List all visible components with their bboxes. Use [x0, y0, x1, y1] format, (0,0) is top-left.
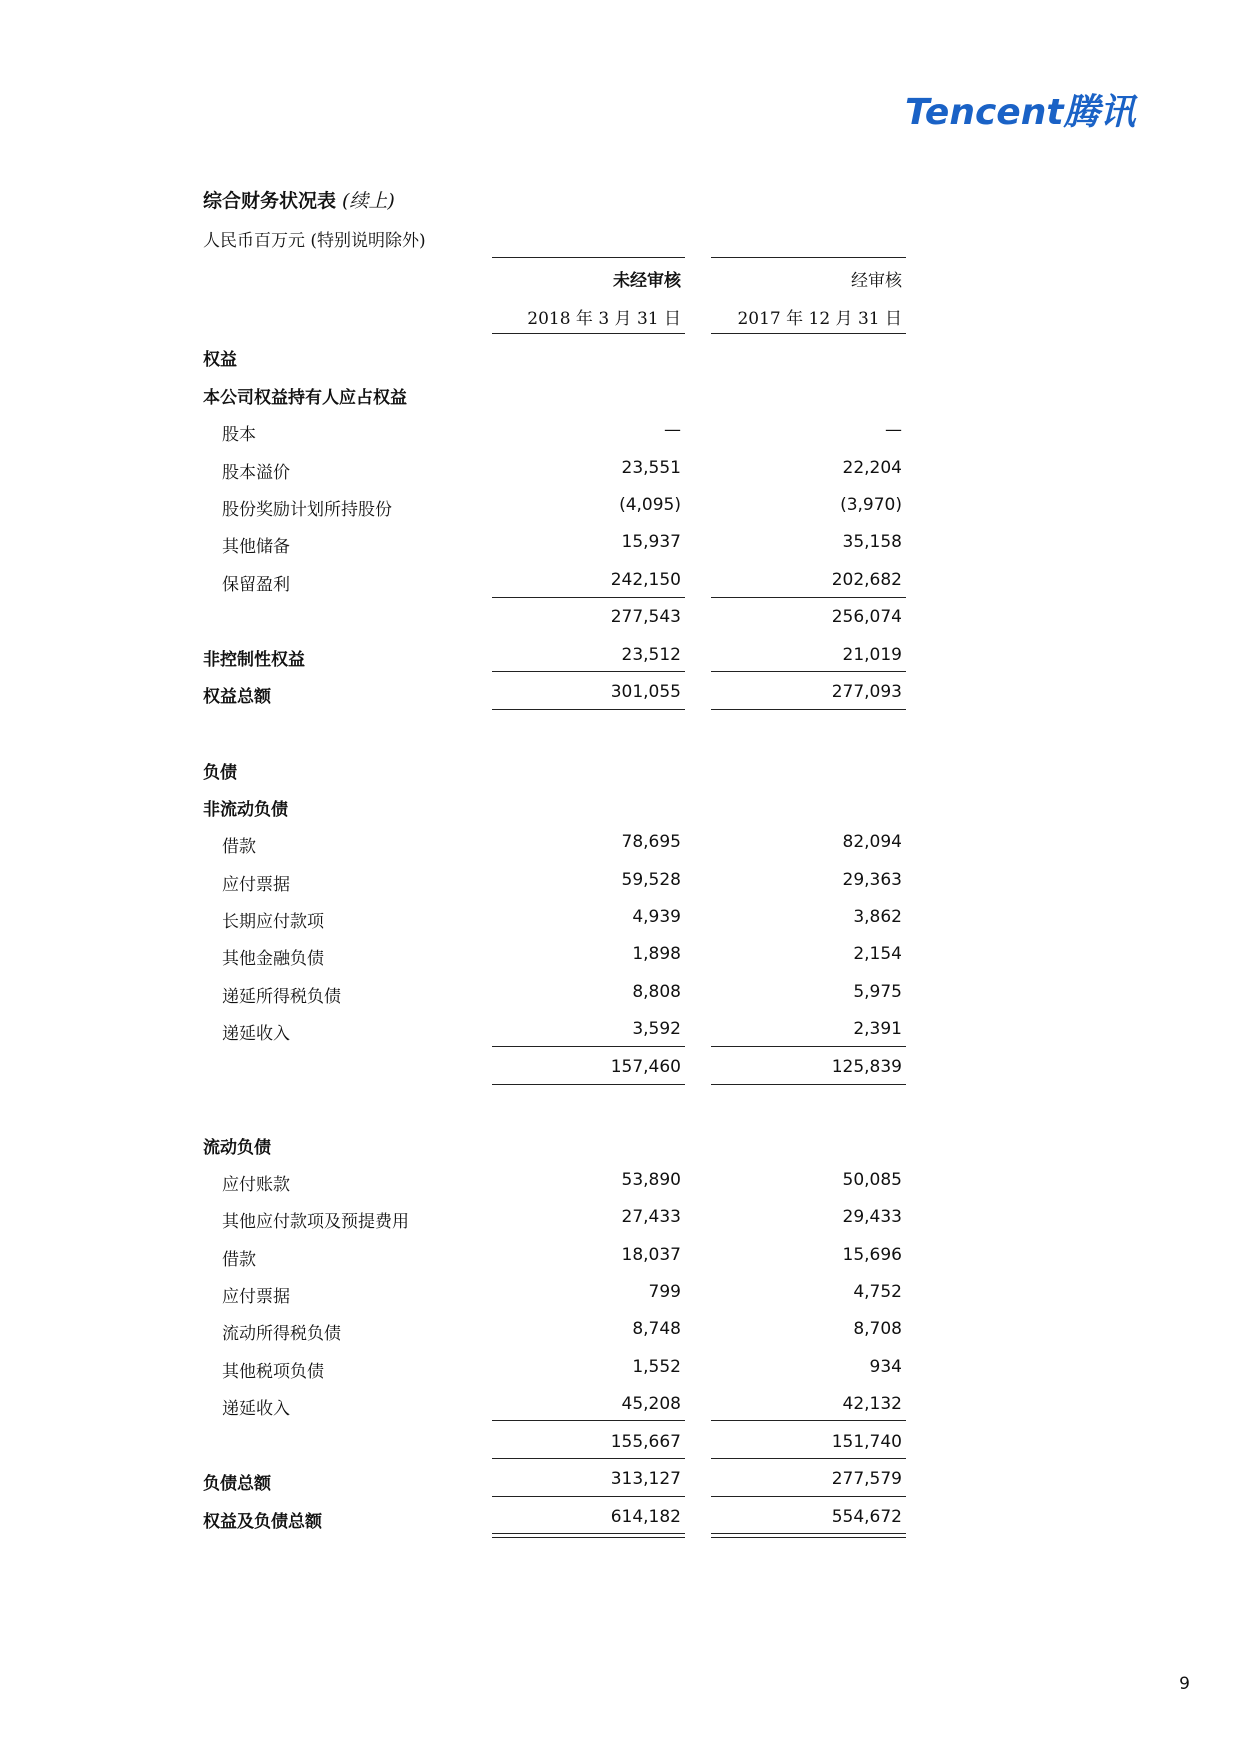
value-2018-q1: 23,551 [621, 458, 681, 478]
value-2017-fy: 21,019 [842, 645, 902, 665]
rule-noncurrent-sub-col1 [492, 1046, 685, 1047]
value-2018-q1: — [664, 420, 681, 440]
value-2018-q1: 614,182 [610, 1507, 681, 1527]
value-2017-fy: 277,093 [831, 682, 902, 702]
table-row [0, 381, 1240, 407]
table-row [0, 1017, 1240, 1043]
row-label: 流动负债 [203, 1138, 271, 1158]
tencent-logo [905, 88, 1145, 136]
table-row [0, 1467, 1240, 1493]
rule-total-equity-col2 [711, 671, 906, 672]
table-row [0, 456, 1240, 482]
value-2017-fy: 4,752 [853, 1282, 902, 1302]
row-label: 非控制性权益 [203, 650, 305, 670]
rule-noncurrent-sub-col2 [711, 1046, 906, 1047]
double-rule-a-col2 [711, 1533, 906, 1534]
value-2017-fy: 125,839 [831, 1057, 902, 1077]
table-row [0, 830, 1240, 856]
row-label: 应付票据 [222, 875, 290, 895]
row-label: 借款 [222, 837, 256, 857]
double-rule-a-col1 [492, 1533, 685, 1534]
logo-text: Tencent腾讯 [905, 92, 1136, 133]
value-2018-q1: 15,937 [621, 532, 681, 552]
row-label: 递延收入 [222, 1399, 290, 1419]
value-2018-q1: 18,037 [621, 1245, 681, 1265]
row-label: 股本 [222, 425, 256, 445]
table-row [0, 868, 1240, 894]
table-row [0, 1355, 1240, 1381]
value-2018-q1: 45,208 [621, 1394, 681, 1414]
rule-grand-total-col1 [492, 1496, 685, 1497]
value-2018-q1: 8,808 [632, 982, 681, 1002]
table-row [0, 1168, 1240, 1194]
table-row [0, 493, 1240, 519]
value-2017-fy: 22,204 [842, 458, 902, 478]
rule-noncurrent-bottom-col2 [711, 1084, 906, 1085]
value-2017-fy: 3,862 [853, 907, 902, 927]
value-2017-fy: 256,074 [831, 607, 902, 627]
value-2017-fy: (3,970) [840, 495, 902, 515]
table-row [0, 1505, 1240, 1531]
table-row [0, 605, 1240, 631]
value-2018-q1: 1,552 [632, 1357, 681, 1377]
table-row [0, 756, 1240, 782]
rule-total-liab-col1 [492, 1458, 685, 1459]
row-label: 借款 [222, 1250, 256, 1270]
value-2017-fy: 151,740 [831, 1432, 902, 1452]
rule-total-liab-col2 [711, 1458, 906, 1459]
value-2018-q1: 277,543 [610, 607, 681, 627]
row-label: 其他税项负债 [222, 1362, 324, 1382]
value-2017-fy: 29,433 [842, 1207, 902, 1227]
row-label: 股本溢价 [222, 463, 290, 483]
col1-status: 未经审核 [613, 271, 681, 291]
value-2018-q1: 1,898 [632, 944, 681, 964]
row-label: 长期应付款项 [222, 912, 324, 932]
value-2018-q1: 4,939 [632, 907, 681, 927]
table-row [0, 1205, 1240, 1231]
title-continued: (续上) [342, 190, 395, 212]
value-2018-q1: 313,127 [610, 1469, 681, 1489]
page-number: 9 [1179, 1674, 1190, 1694]
table-row [0, 530, 1240, 556]
value-2018-q1: 23,512 [621, 645, 681, 665]
value-2018-q1: 27,433 [621, 1207, 681, 1227]
row-label: 非流动负债 [203, 800, 288, 820]
header-top-rule-col2 [711, 257, 906, 258]
value-2018-q1: 799 [648, 1282, 681, 1302]
table-row [0, 418, 1240, 444]
value-2017-fy: 35,158 [842, 532, 902, 552]
value-2018-q1: 3,592 [632, 1019, 681, 1039]
row-label: 负债 [203, 763, 237, 783]
row-label: 其他金融负债 [222, 949, 324, 969]
table-row [0, 643, 1240, 669]
table-row [0, 680, 1240, 706]
table-row [0, 1317, 1240, 1343]
table-row [0, 905, 1240, 931]
table-row [0, 1392, 1240, 1418]
value-2017-fy: 82,094 [842, 832, 902, 852]
row-label: 负债总额 [203, 1474, 271, 1494]
row-label: 权益总额 [203, 687, 271, 707]
row-label: 股份奖励计划所持股份 [222, 500, 392, 520]
value-2018-q1: 78,695 [621, 832, 681, 852]
value-2017-fy: 15,696 [842, 1245, 902, 1265]
row-label: 本公司权益持有人应占权益 [203, 388, 407, 408]
value-2017-fy: — [885, 420, 902, 440]
header-bottom-rule-col1 [492, 333, 685, 334]
value-2017-fy: 5,975 [853, 982, 902, 1002]
col1-date: 2018 年 3 月 31 日 [527, 309, 681, 329]
value-2017-fy: 277,579 [831, 1469, 902, 1489]
rule-total-equity-bottom-col2 [711, 709, 906, 710]
rule-subtotal-equity-col2 [711, 597, 906, 598]
value-2018-q1: 242,150 [610, 570, 681, 590]
table-row [0, 1280, 1240, 1306]
title-text: 综合财务状况表 [203, 190, 337, 212]
row-label: 递延所得税负债 [222, 987, 341, 1007]
table-row [0, 942, 1240, 968]
value-2017-fy: 2,154 [853, 944, 902, 964]
value-2017-fy: 554,672 [831, 1507, 902, 1527]
table-row [0, 1243, 1240, 1269]
value-2018-q1: 301,055 [610, 682, 681, 702]
rule-subtotal-equity-col1 [492, 597, 685, 598]
rule-total-equity-col1 [492, 671, 685, 672]
col2-date: 2017 年 12 月 31 日 [737, 309, 902, 329]
value-2018-q1: 59,528 [621, 870, 681, 890]
double-rule-b-col2 [711, 1537, 906, 1538]
row-label: 其他储备 [222, 537, 290, 557]
value-2017-fy: 2,391 [853, 1019, 902, 1039]
table-row [0, 1430, 1240, 1456]
value-2017-fy: 934 [869, 1357, 902, 1377]
table-row [0, 1055, 1240, 1081]
col2-status: 经审核 [851, 271, 902, 291]
value-2017-fy: 42,132 [842, 1394, 902, 1414]
row-label: 应付账款 [222, 1175, 290, 1195]
header-bottom-rule-col2 [711, 333, 906, 334]
table-row [0, 980, 1240, 1006]
row-label: 应付票据 [222, 1287, 290, 1307]
table-row [0, 793, 1240, 819]
value-2017-fy: 29,363 [842, 870, 902, 890]
value-2017-fy: 8,708 [853, 1319, 902, 1339]
value-2017-fy: 50,085 [842, 1170, 902, 1190]
currency-note: 人民币百万元 (特别说明除外) [203, 231, 426, 251]
value-2018-q1: 157,460 [610, 1057, 681, 1077]
table-row [0, 568, 1240, 594]
double-rule-b-col1 [492, 1537, 685, 1538]
page-title [203, 186, 395, 213]
rule-noncurrent-bottom-col1 [492, 1084, 685, 1085]
value-2018-q1: 8,748 [632, 1319, 681, 1339]
row-label: 递延收入 [222, 1024, 290, 1044]
rule-grand-total-col2 [711, 1496, 906, 1497]
value-2018-q1: (4,095) [619, 495, 681, 515]
header-top-rule-col1 [492, 257, 685, 258]
row-label: 其他应付款项及预提费用 [222, 1212, 409, 1232]
row-label: 权益 [203, 350, 237, 370]
row-label: 保留盈利 [222, 575, 290, 595]
row-label: 权益及负债总额 [203, 1512, 322, 1532]
value-2017-fy: 202,682 [831, 570, 902, 590]
value-2018-q1: 155,667 [610, 1432, 681, 1452]
rule-current-sub-col2 [711, 1420, 906, 1421]
row-label: 流动所得税负债 [222, 1324, 341, 1344]
rule-total-equity-bottom-col1 [492, 709, 685, 710]
rule-current-sub-col1 [492, 1420, 685, 1421]
table-row [0, 1131, 1240, 1157]
table-row [0, 343, 1240, 369]
value-2018-q1: 53,890 [621, 1170, 681, 1190]
